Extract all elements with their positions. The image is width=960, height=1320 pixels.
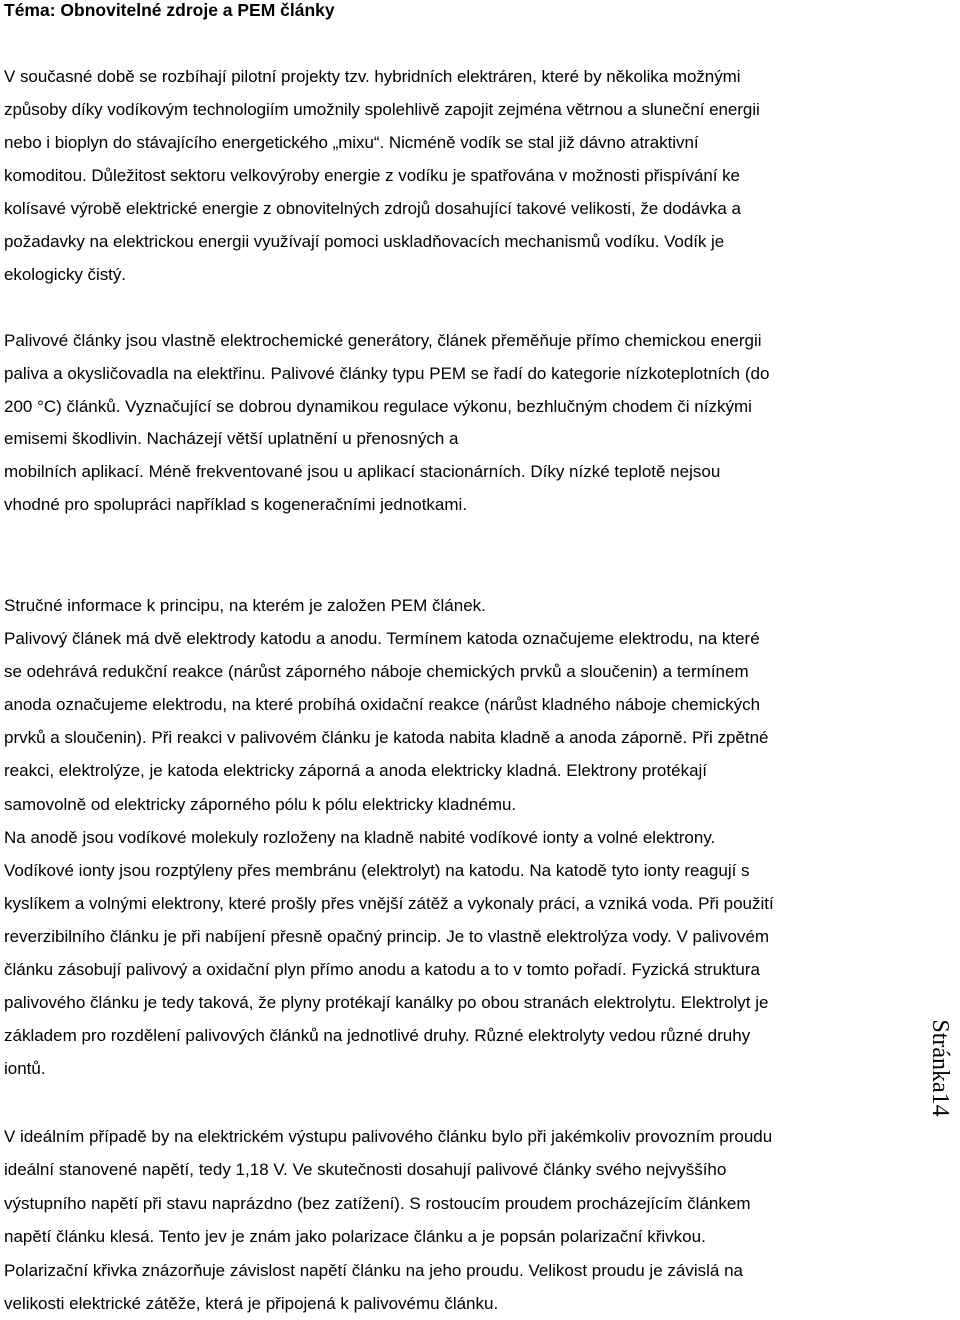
text-line: vhodné pro spolupráci například s kogeneračními jednotkami. xyxy=(4,494,468,514)
text-line: Polarizační křivka znázorňuje závislost napětí článku na jeho proudu. Velikost proudu je závislá na xyxy=(4,1260,743,1280)
text-line: článku zásobují palivový a oxidační plyn přímo anodu a katodu a to v tomto pořadí. Fyzická struktura xyxy=(4,960,760,980)
text-line: Palivový článek má dvě elektrody katodu a anodu. Termínem katoda označujeme elektrodu, na které xyxy=(4,629,760,649)
text-line: 200 °C) článků. Vyznačující se dobrou dynamikou regulace výkonu, bezhlučným chodem či nízkými xyxy=(4,396,752,416)
text-line: ekologicky čistý. xyxy=(4,265,126,284)
text-line: V ideálním případě by na elektrickém výstupu palivového článku bylo při jakémkoliv provozním proudu xyxy=(4,1127,773,1146)
paragraph-hybrid-plants xyxy=(4,60,904,291)
text-line: výstupního napětí při stavu naprázdno (bez zatížení). S rostoucím proudem procházejícím článkem xyxy=(4,1193,751,1213)
text-line: palivového článku je tedy taková, že plyny protékají kanálky po obou stranách elektrolytu. Elektrolyt je xyxy=(4,993,769,1013)
text-line: Na anodě jsou vodíkové molekuly rozloženy na kladně nabité vodíkové ionty a volné elektrony. xyxy=(4,827,716,847)
text-line: kyslíkem a volnými elektrony, které prošly přes vnější zátěž a vykonaly práci, a vzniká voda. Při použití xyxy=(4,893,774,913)
text-line: způsoby díky vodíkovým technologiím umožnily spolehlivě zapojit zejména větrnou a sluneční energii xyxy=(4,100,760,119)
text-line: napětí článku klesá. Tento jev je znám jako polarizace článku a je popsán polarizační křivkou. xyxy=(4,1227,706,1247)
text-line: nebo i bioplyn do stávajícího energetického „mixu“. Nicméně vodík se stal již dávno atraktivní xyxy=(4,133,699,152)
text-line: ideální stanovené napětí, tedy 1,18 V. Ve skutečnosti dosahují palivové články svého nejvyššího xyxy=(4,1160,727,1180)
text-line: se odehrává redukční reakce (nárůst záporného náboje chemických prvků a sloučenin) a termínem xyxy=(4,662,749,682)
paragraph-pem-principle xyxy=(4,589,904,1085)
text-line: Palivové články jsou vlastně elektrochemické generátory, článek přeměňuje přímo chemickou energii xyxy=(4,331,762,350)
text-line: Vodíkové ionty jsou rozptýleny přes membránu (elektrolyt) na katodu. Na katodě tyto ionty reagují s xyxy=(4,860,750,880)
text-line: samovolně od elektricky záporného pólu k pólu elektricky kladnému. xyxy=(4,794,517,814)
paragraph-polarization xyxy=(4,1120,904,1320)
text-line: paliva a okysličovadla na elektřinu. Palivové články typu PEM se řadí do kategorie nízkoteplotních (do xyxy=(4,363,770,383)
text-line: V současné době se rozbíhají pilotní projekty tzv. hybridních elektráren, které by několika možnými xyxy=(4,67,741,86)
text-line: základem pro rozdělení palivových článků na jednotlivé druhy. Různé elektrolyty vedou různé druhy xyxy=(4,1026,751,1046)
text-line: požadavky na elektrickou energii využívají pomoci uskladňovacích mechanismů vodíku. Vodík je xyxy=(4,232,725,251)
text-line: komoditou. Důležitost sektoru velkovýroby energie z vodíku je spatřována v možnosti přispívání ke xyxy=(4,166,740,185)
text-line: Stručné informace k principu, na kterém je založen PEM článek. xyxy=(4,596,486,615)
text-line: emisemi škodlivin. Nacházejí větší uplatnění u přenosných a xyxy=(4,429,459,449)
text-line: mobilních aplikací. Méně frekventované jsou u aplikací stacionárních. Díky nízké teplotě nejsou xyxy=(4,462,721,482)
text-line: kolísavé výrobě elektrické energie z obnovitelných zdrojů dosahující takové velikosti, že dodávka a xyxy=(4,199,741,218)
text-line: velikosti elektrické zátěže, která je připojená k palivovému článku. xyxy=(4,1293,499,1313)
text-line: reverzibilního článku je při nabíjení přesně opačný princip. Je to vlastně elektrolýza vody. V palivovém xyxy=(4,926,770,946)
paragraph-fuel-cells xyxy=(4,325,904,522)
page-number-label: Stránka14 xyxy=(927,1019,953,1117)
text-line: anoda označujeme elektrodu, na které probíhá oxidační reakce (nárůst kladného náboje chemických xyxy=(4,695,761,715)
text-line: prvků a sloučenin). Při reakci v palivovém článku je katoda nabita kladně a anoda záporně. Při zpětné xyxy=(4,728,769,748)
text-line: reakci, elektrolýze, je katoda elektricky záporná a anoda elektricky kladná. Elektrony protékají xyxy=(4,761,708,781)
text-line: iontů. xyxy=(4,1059,46,1079)
page-title: Téma: Obnovitelné zdroje a PEM články xyxy=(4,0,335,20)
